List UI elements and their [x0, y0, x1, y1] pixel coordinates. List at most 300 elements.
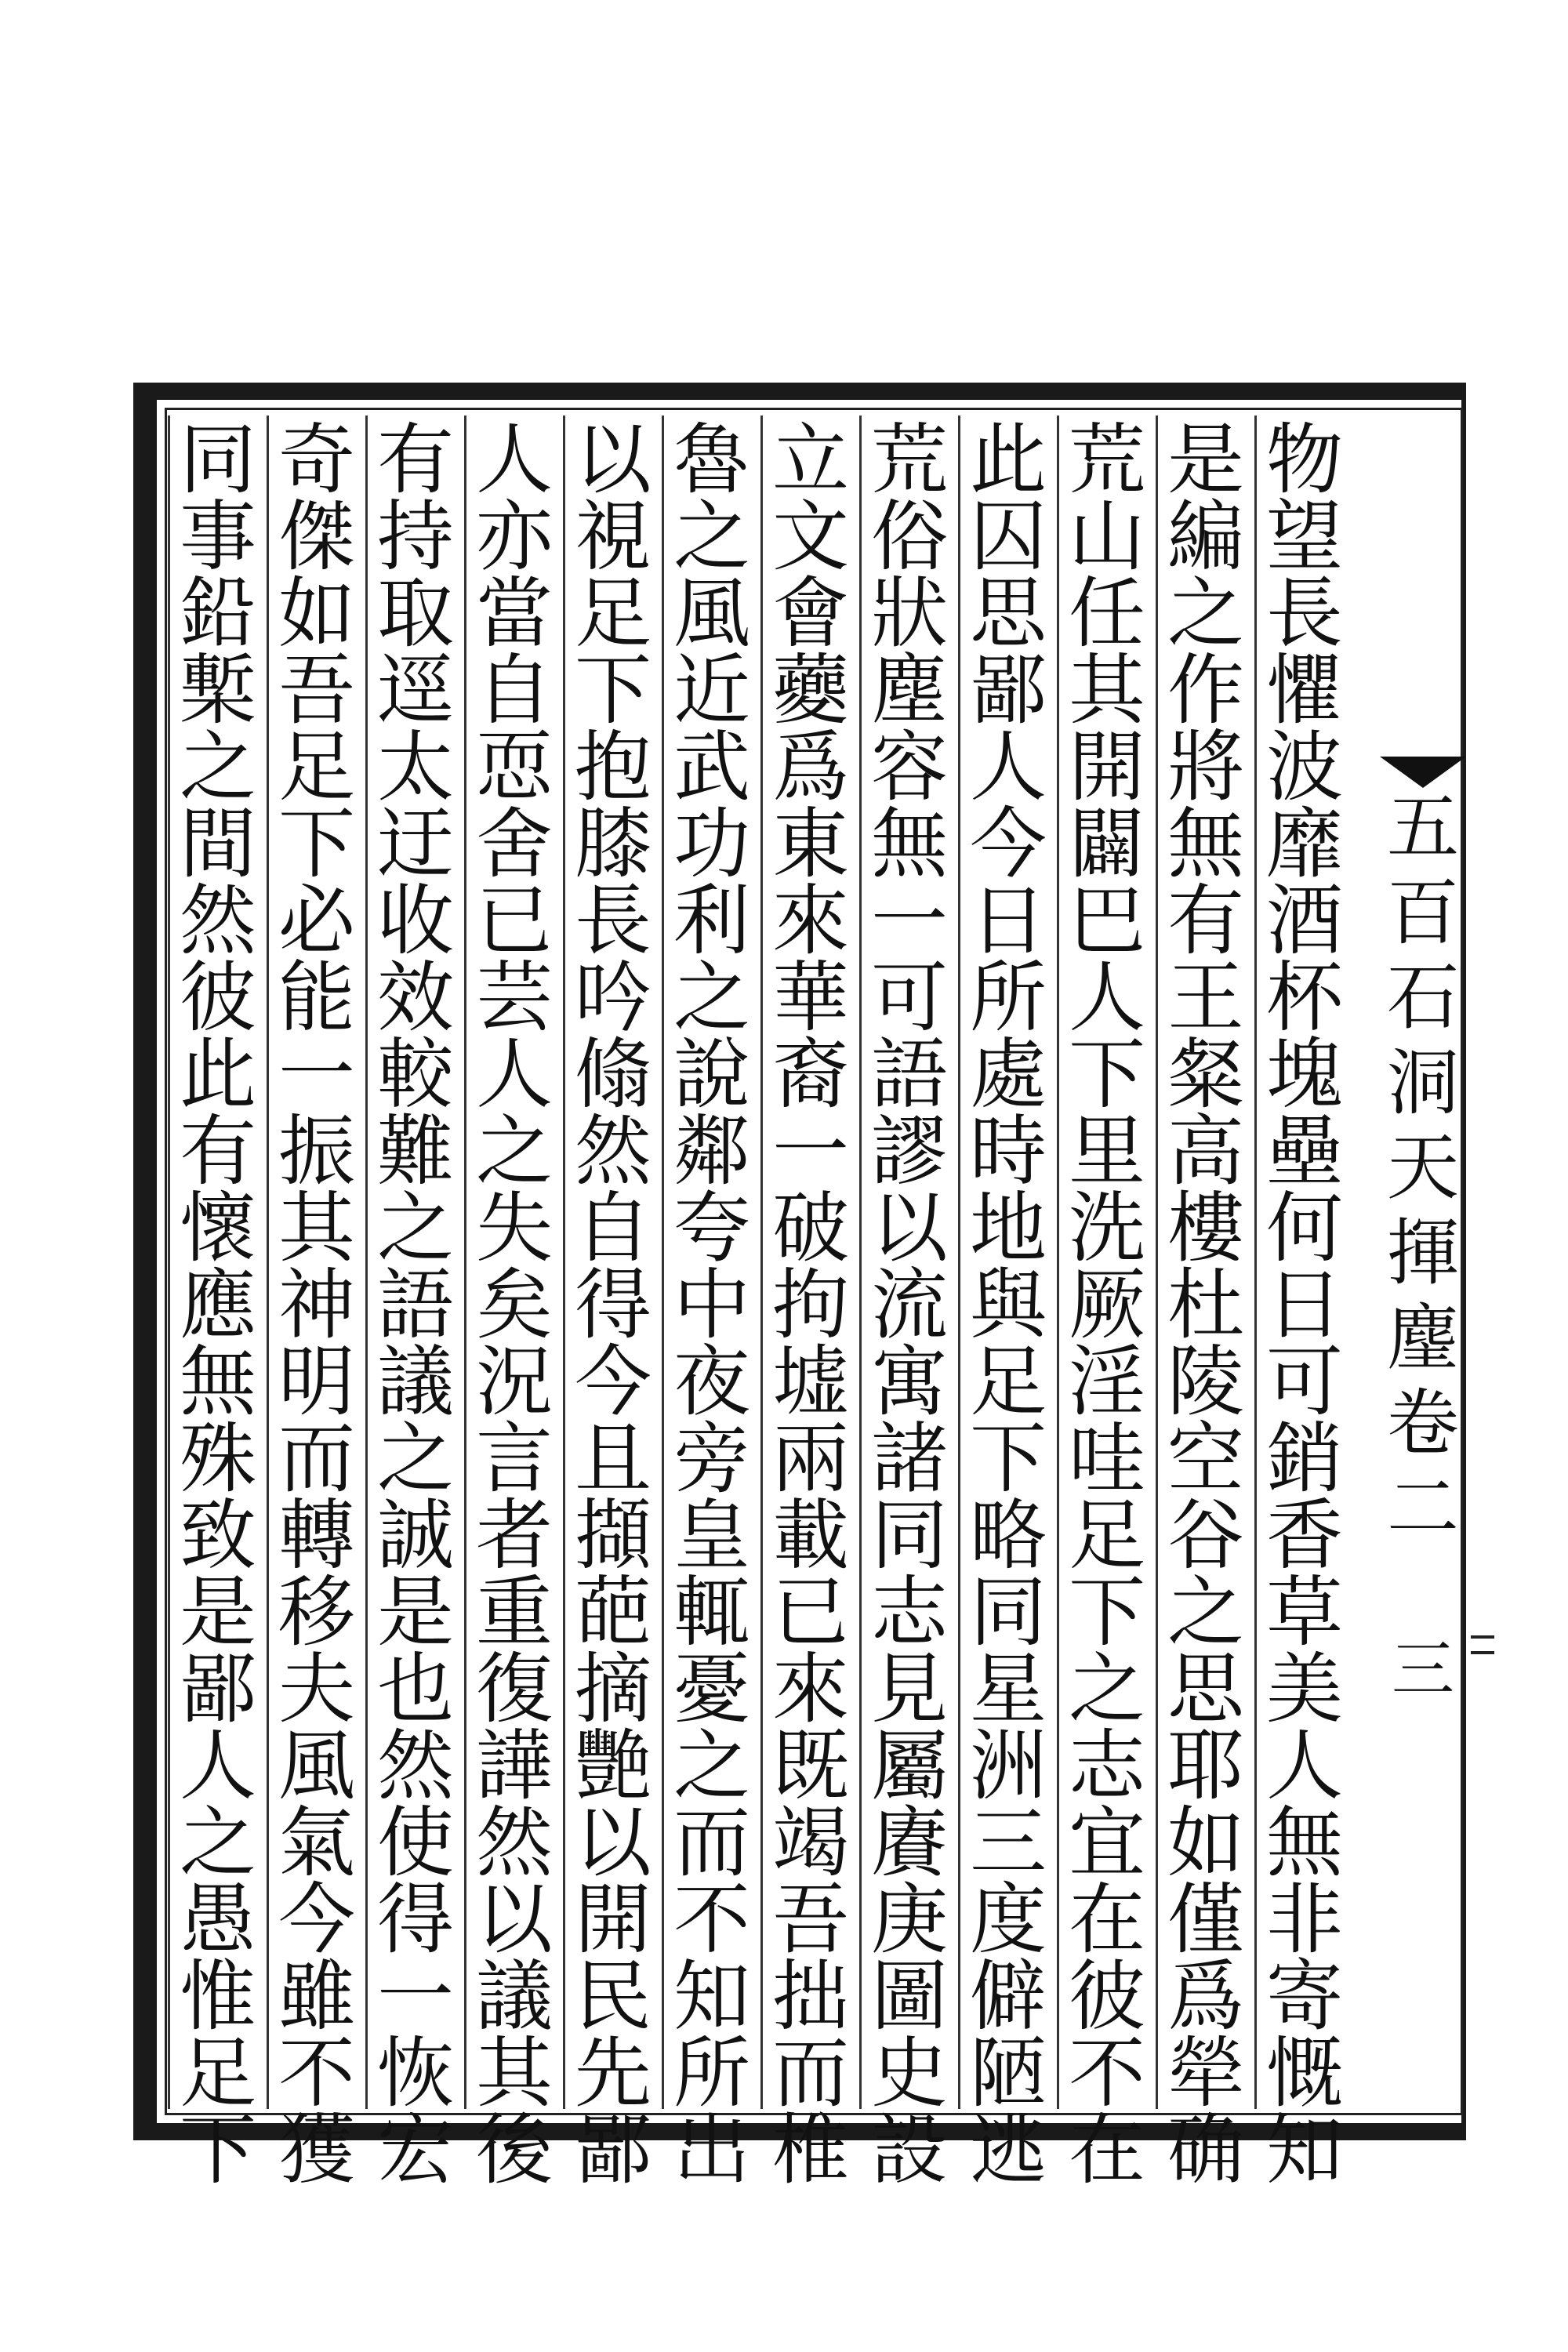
text-char: 此 — [179, 1030, 256, 1120]
text-char: 自 — [574, 1184, 652, 1273]
text-char: 以 — [870, 1184, 948, 1273]
text-char: 逃 — [969, 2106, 1047, 2195]
text-char: 人 — [969, 723, 1047, 812]
text-char: 在 — [1068, 2106, 1145, 2195]
text-char: 設 — [870, 2106, 948, 2195]
text-char: 愚 — [179, 1875, 256, 1965]
column-rule — [1254, 416, 1257, 2109]
text-char: 吟 — [574, 953, 652, 1043]
text-char: 失 — [475, 1184, 553, 1273]
text-char: 物 — [1265, 416, 1343, 505]
text-char: 魯 — [673, 416, 750, 505]
text-char: 裔 — [771, 1030, 849, 1120]
text-char: 下 — [1068, 1568, 1145, 1657]
text-char: 者 — [475, 1491, 553, 1581]
text-char: 之 — [179, 1798, 256, 1888]
text-char: 傑 — [278, 492, 355, 582]
text-char: 鉛 — [179, 569, 256, 659]
text-char: 爲 — [771, 723, 849, 812]
text-char: 轉 — [278, 1491, 355, 1581]
text-char: 其 — [475, 2029, 553, 2118]
text-char: 酒 — [1265, 877, 1343, 966]
text-char: 抱 — [574, 723, 652, 812]
text-char: 說 — [673, 1030, 750, 1120]
text-char: 編 — [1167, 492, 1244, 582]
text-char: 足 — [1068, 1491, 1145, 1581]
text-char: 高 — [1167, 1107, 1244, 1196]
text-char: 今 — [969, 800, 1047, 889]
text-char: 已 — [475, 877, 553, 966]
text-char: 拘 — [771, 1261, 849, 1350]
text-char: 山 — [1068, 492, 1145, 582]
text-char: 間 — [179, 800, 256, 889]
text-char: 致 — [179, 1491, 256, 1581]
text-char: 僻 — [969, 1952, 1047, 2042]
text-char: 能 — [278, 953, 355, 1043]
text-char: 兩 — [771, 1414, 849, 1504]
text-column — [570, 416, 656, 2195]
text-char: 知 — [1265, 2106, 1343, 2195]
text-char: 狀 — [870, 569, 948, 659]
text-char: 然 — [574, 1107, 652, 1196]
text-char: 恧 — [475, 723, 553, 812]
text-char: 之 — [1068, 1645, 1145, 1734]
text-char: 下 — [278, 800, 355, 889]
text-char: 寓 — [870, 1338, 948, 1427]
fish-tail-mark — [1380, 757, 1466, 788]
text-char: 囚 — [969, 492, 1047, 582]
text-char: 在 — [1068, 1875, 1145, 1965]
text-char: 下 — [969, 1414, 1047, 1504]
text-char: 風 — [673, 569, 750, 659]
text-char: 墟 — [771, 1338, 849, 1427]
text-char: 風 — [278, 1722, 355, 1811]
text-char: 人 — [475, 1030, 553, 1120]
text-char: 今 — [574, 1338, 652, 1427]
text-char: 同 — [969, 1568, 1047, 1657]
text-char: 波 — [1265, 723, 1343, 812]
text-char: 銷 — [1265, 1414, 1343, 1504]
text-char: 日 — [1265, 1261, 1343, 1350]
text-char: 志 — [1068, 1722, 1145, 1811]
text-char: 無 — [870, 800, 948, 889]
text-char: 陋 — [969, 2029, 1047, 2118]
text-char: 美 — [1265, 1645, 1343, 1734]
text-char: 長 — [574, 877, 652, 966]
text-char: 吾 — [771, 1875, 849, 1965]
text-char: 舍 — [475, 800, 553, 889]
text-char: 旁 — [673, 1414, 750, 1504]
text-char: 語 — [376, 1261, 454, 1350]
text-char: 振 — [278, 1107, 355, 1196]
text-char: 可 — [1265, 1338, 1343, 1427]
text-char: 開 — [1068, 723, 1145, 812]
title-char: 天 — [1386, 1126, 1459, 1210]
text-char: 寄 — [1265, 1952, 1343, 2042]
text-char: 來 — [771, 877, 849, 966]
column-rule — [365, 416, 368, 2109]
text-char: 難 — [376, 1107, 454, 1196]
text-char: 一 — [870, 877, 948, 966]
column-rule — [1057, 416, 1059, 2109]
text-char: 譁 — [475, 1722, 553, 1811]
title-char: 揮 — [1386, 1210, 1459, 1295]
text-char: 爲 — [1167, 1952, 1244, 2042]
text-char: 谷 — [1167, 1491, 1244, 1581]
text-char: 處 — [969, 1030, 1047, 1120]
text-char: 重 — [475, 1568, 553, 1657]
text-char: 雖 — [278, 1952, 355, 2042]
text-char: 芸 — [475, 953, 553, 1043]
text-char: 武 — [673, 723, 750, 812]
text-char: 樓 — [1167, 1184, 1244, 1273]
text-char: 同 — [870, 1491, 948, 1581]
text-char: 如 — [1167, 1798, 1244, 1888]
text-char: 而 — [673, 1798, 750, 1888]
text-char: 摘 — [574, 1645, 652, 1734]
text-char: 彼 — [179, 953, 256, 1043]
text-char: 移 — [278, 1568, 355, 1657]
text-column — [866, 416, 953, 2195]
text-char: 艷 — [574, 1722, 652, 1811]
text-char: 且 — [574, 1414, 652, 1504]
text-char: 近 — [673, 646, 750, 735]
text-char: 矣 — [475, 1261, 553, 1350]
text-char: 非 — [1265, 1875, 1343, 1965]
text-char: 神 — [278, 1261, 355, 1350]
text-char: 夫 — [278, 1645, 355, 1734]
text-char: 會 — [771, 569, 849, 659]
text-char: 塊 — [1265, 1030, 1343, 1120]
text-char: 文 — [771, 492, 849, 582]
text-char: 來 — [771, 1645, 849, 1734]
text-char: 下 — [179, 2106, 256, 2195]
text-char: 而 — [278, 1414, 355, 1504]
text-char: 蘷 — [771, 646, 849, 735]
text-char: 慨 — [1265, 2029, 1343, 2118]
text-char: 無 — [1265, 1798, 1343, 1888]
text-char: 草 — [1265, 1568, 1343, 1657]
text-char: 何 — [1265, 1184, 1343, 1273]
text-char: 足 — [278, 723, 355, 812]
text-char: 香 — [1265, 1491, 1343, 1581]
text-char: 無 — [179, 1338, 256, 1427]
text-char: 載 — [771, 1491, 849, 1581]
text-char: 況 — [475, 1338, 553, 1427]
text-char: 言 — [475, 1414, 553, 1504]
text-char: 出 — [673, 2106, 750, 2195]
text-char: 先 — [574, 2029, 652, 2118]
text-char: 民 — [574, 1952, 652, 2042]
text-char: 如 — [278, 569, 355, 659]
text-char: 今 — [278, 1875, 355, 1965]
text-char: 同 — [179, 416, 256, 505]
text-char: 王 — [1167, 953, 1244, 1043]
text-char: 謬 — [870, 1107, 948, 1196]
text-char: 不 — [278, 2029, 355, 2118]
text-char: 皇 — [673, 1491, 750, 1581]
text-char: 得 — [574, 1261, 652, 1350]
column-rule — [958, 416, 960, 2109]
text-char: 宜 — [1068, 1798, 1145, 1888]
text-char: 無 — [1167, 800, 1244, 889]
text-char: 迂 — [376, 800, 454, 889]
text-char: 知 — [673, 1952, 750, 2042]
text-char: 靡 — [1265, 800, 1343, 889]
title-char: 石 — [1386, 956, 1459, 1040]
text-char: 夸 — [673, 1184, 750, 1273]
text-char: 懼 — [1265, 646, 1343, 735]
column-rule — [1156, 416, 1158, 2109]
text-char: 荒 — [870, 416, 948, 505]
title-char: 二 — [1386, 1466, 1459, 1550]
text-char: 宏 — [376, 2106, 454, 2195]
text-char: 流 — [870, 1261, 948, 1350]
folio-tick — [1471, 1651, 1494, 1654]
text-column — [1261, 416, 1348, 2195]
text-char: 竭 — [771, 1798, 849, 1888]
text-char: 庚 — [870, 1875, 948, 1965]
text-char: 自 — [475, 646, 553, 735]
text-char: 恢 — [376, 2029, 454, 2118]
text-column — [372, 416, 459, 2195]
text-char: 之 — [673, 492, 750, 582]
text-char: 是 — [179, 1568, 256, 1657]
text-char: 望 — [1265, 492, 1343, 582]
text-char: 杯 — [1265, 953, 1343, 1043]
text-char: 立 — [771, 416, 849, 505]
text-char: 壘 — [1265, 1107, 1343, 1196]
text-char: 人 — [1068, 953, 1145, 1043]
column-rule — [859, 416, 862, 2109]
column-rule — [267, 416, 269, 2109]
text-char: 是 — [1167, 416, 1244, 505]
column-rule — [662, 416, 664, 2109]
text-char: 里 — [1068, 1107, 1145, 1196]
text-char: 巴 — [1068, 877, 1145, 966]
text-char: 闢 — [1068, 800, 1145, 889]
text-char: 之 — [1167, 1568, 1244, 1657]
title-char: 麈 — [1386, 1296, 1459, 1380]
text-char: 之 — [475, 1107, 553, 1196]
text-char: 一 — [771, 1107, 849, 1196]
text-char: 鄰 — [673, 1107, 750, 1196]
text-char: 所 — [969, 953, 1047, 1043]
text-char: 取 — [376, 569, 454, 659]
text-char: 之 — [376, 1184, 454, 1273]
text-char: 足 — [969, 1338, 1047, 1427]
text-char: 日 — [969, 877, 1047, 966]
text-char: 懷 — [179, 1184, 256, 1273]
text-char: 夜 — [673, 1338, 750, 1427]
text-char: 度 — [969, 1875, 1047, 1965]
text-char: 議 — [376, 1338, 454, 1427]
text-char: 志 — [870, 1568, 948, 1657]
text-char: 粲 — [1167, 1030, 1244, 1120]
column-rule — [464, 416, 466, 2109]
text-char: 犖 — [1167, 2029, 1244, 2118]
text-char: 荒 — [1068, 416, 1145, 505]
text-char: 後 — [475, 2106, 553, 2195]
text-column — [175, 416, 261, 2195]
text-char: 下 — [574, 646, 652, 735]
text-char: 以 — [574, 1798, 652, 1888]
text-char: 破 — [771, 1184, 849, 1273]
text-char: 僅 — [1167, 1875, 1244, 1965]
text-char: 也 — [376, 1645, 454, 1734]
text-char: 當 — [475, 569, 553, 659]
text-char: 耶 — [1167, 1722, 1244, 1811]
text-char: 陵 — [1167, 1338, 1244, 1427]
title-char: 卷 — [1386, 1381, 1459, 1465]
text-column — [669, 416, 755, 2195]
text-char: 輒 — [673, 1568, 750, 1657]
text-char: 以 — [574, 416, 652, 505]
text-column — [1163, 416, 1249, 2195]
folio-number: 三 — [1392, 1633, 1454, 1706]
text-char: 史 — [870, 2029, 948, 2118]
text-char: 此 — [969, 416, 1047, 505]
text-char: 華 — [771, 953, 849, 1043]
text-char: 之 — [376, 1414, 454, 1504]
text-char: 中 — [673, 1261, 750, 1350]
title-char: 洞 — [1386, 1040, 1459, 1125]
text-char: 拙 — [771, 1952, 849, 2042]
text-char: 將 — [1167, 723, 1244, 812]
text-char: 翛 — [574, 1030, 652, 1120]
text-char: 彼 — [1068, 1952, 1145, 2042]
text-char: 略 — [969, 1491, 1047, 1581]
text-char: 下 — [1068, 1030, 1145, 1120]
text-char: 槧 — [179, 646, 256, 735]
text-column — [965, 416, 1051, 2195]
text-char: 之 — [179, 723, 256, 812]
text-char: 語 — [870, 1030, 948, 1120]
text-char: 屬 — [870, 1722, 948, 1811]
column-rule — [168, 416, 170, 2109]
text-char: 亦 — [475, 492, 553, 582]
text-char: 利 — [673, 877, 750, 966]
title-char: 五 — [1386, 786, 1459, 869]
text-char: 應 — [179, 1261, 256, 1350]
text-char: 得 — [376, 1875, 454, 1965]
text-char: 其 — [278, 1184, 355, 1273]
text-char: 所 — [673, 2029, 750, 2118]
text-char: 足 — [179, 2029, 256, 2118]
text-char: 收 — [376, 877, 454, 966]
text-char: 使 — [376, 1798, 454, 1888]
book-title — [1380, 786, 1466, 1550]
text-char: 長 — [1265, 569, 1343, 659]
text-char: 有 — [376, 416, 454, 505]
text-char: 惟 — [179, 1952, 256, 2042]
text-char: 吾 — [278, 646, 355, 735]
text-char: 杜 — [1167, 1261, 1244, 1350]
text-char: 三 — [969, 1798, 1047, 1888]
text-char: 效 — [376, 953, 454, 1043]
text-char: 之 — [673, 1722, 750, 1811]
text-column — [471, 416, 557, 2195]
column-rule — [563, 416, 565, 2109]
text-char: 人 — [475, 416, 553, 505]
text-char: 時 — [969, 1107, 1047, 1196]
text-char: 憂 — [673, 1645, 750, 1734]
text-char: 俗 — [870, 492, 948, 582]
column-rule — [760, 416, 763, 2109]
text-char: 必 — [278, 877, 355, 966]
text-char: 諸 — [870, 1414, 948, 1504]
text-char: 開 — [574, 1875, 652, 1965]
text-char: 塵 — [870, 646, 948, 735]
text-char: 有 — [1167, 877, 1244, 966]
text-char: 洲 — [969, 1722, 1047, 1811]
text-char: 思 — [969, 569, 1047, 659]
text-char: 鄙 — [574, 2106, 652, 2195]
text-column — [768, 416, 854, 2195]
text-char: 作 — [1167, 646, 1244, 735]
text-char: 逕 — [376, 646, 454, 735]
text-column — [1064, 416, 1150, 2195]
text-char: 奇 — [278, 416, 355, 505]
text-char: 星 — [969, 1645, 1047, 1734]
text-char: 然 — [475, 1798, 553, 1888]
text-char: 與 — [969, 1261, 1047, 1350]
text-char: 有 — [179, 1107, 256, 1196]
text-char: 東 — [771, 800, 849, 889]
text-char: 洗 — [1068, 1184, 1145, 1273]
text-column — [274, 416, 360, 2195]
text-char: 見 — [870, 1645, 948, 1734]
text-char: 之 — [673, 953, 750, 1043]
text-char: 是 — [376, 1568, 454, 1657]
text-char: 議 — [475, 1952, 553, 2042]
text-char: 視 — [574, 492, 652, 582]
text-char: 椎 — [771, 2106, 849, 2195]
text-char: 然 — [376, 1722, 454, 1811]
text-char: 空 — [1167, 1414, 1244, 1504]
text-char: 思 — [1167, 1645, 1244, 1734]
title-char: 百 — [1386, 870, 1459, 955]
text-char: 鄙 — [179, 1645, 256, 1734]
text-char: 厥 — [1068, 1261, 1145, 1350]
text-char: 氣 — [278, 1798, 355, 1888]
text-char: 膝 — [574, 800, 652, 889]
text-char: 葩 — [574, 1568, 652, 1657]
text-char: 人 — [1265, 1722, 1343, 1811]
text-char: 賡 — [870, 1798, 948, 1888]
text-char: 復 — [475, 1645, 553, 1734]
text-char: 較 — [376, 1030, 454, 1120]
text-char: 以 — [475, 1875, 553, 1965]
text-char: 容 — [870, 723, 948, 812]
text-char: 擷 — [574, 1491, 652, 1581]
text-char: 然 — [179, 877, 256, 966]
text-char: 地 — [969, 1184, 1047, 1273]
text-char: 殊 — [179, 1414, 256, 1504]
text-char: 哇 — [1068, 1414, 1145, 1504]
text-char: 足 — [574, 569, 652, 659]
text-char: 任 — [1068, 569, 1145, 659]
text-char: 圖 — [870, 1952, 948, 2042]
text-char: 确 — [1167, 2106, 1244, 2195]
text-char: 其 — [1068, 646, 1145, 735]
text-char: 功 — [673, 800, 750, 889]
text-char: 一 — [376, 1952, 454, 2042]
text-char: 事 — [179, 492, 256, 582]
text-char: 之 — [1167, 569, 1244, 659]
text-char: 不 — [1068, 2029, 1145, 2118]
text-char: 太 — [376, 723, 454, 812]
